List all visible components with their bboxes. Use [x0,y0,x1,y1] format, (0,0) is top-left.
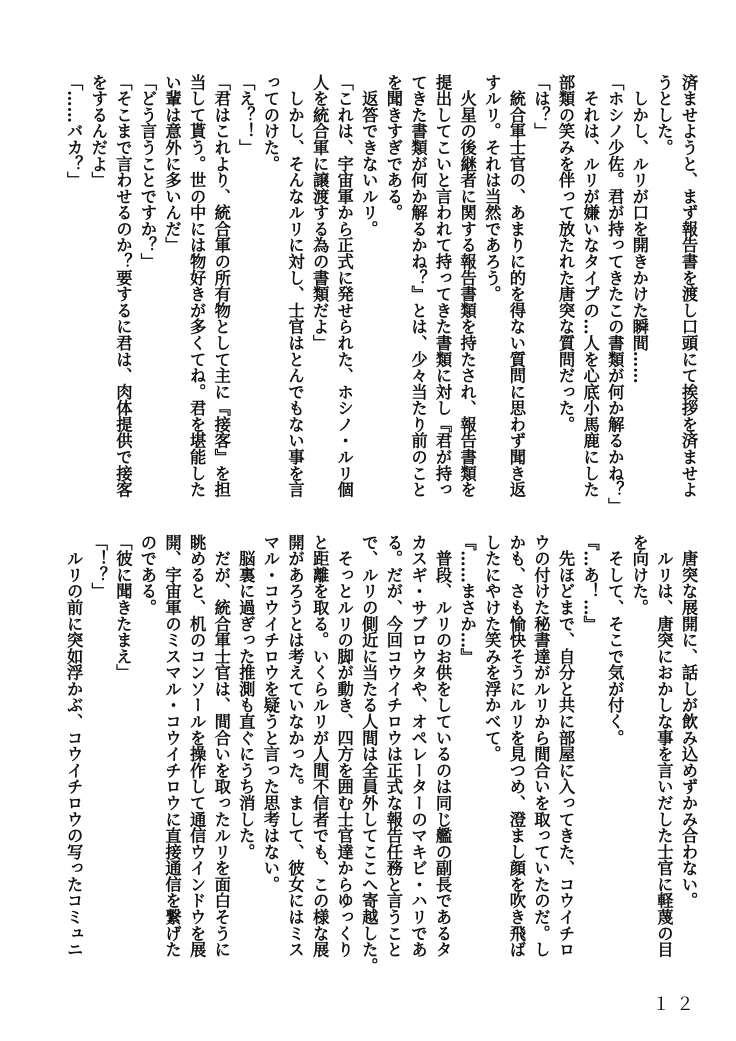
text-column: 返答できないルリ。 [359,74,379,237]
text-column: を聞きすぎである。 [383,74,403,221]
text-column: 当して貰う。世の中には物好きが多くてね。君を堪能した [187,74,207,498]
text-column: 部類の笑みを伴って放たれた唐突な質問だった。 [556,74,576,433]
text-column: 開があろうとは考えていなかった。まして、彼女にはミス [285,534,305,958]
text-column: 統合軍士官の、あまりに的を得ない質問に思わず聞き返 [506,74,526,498]
text-column: で、ルリの側近に当たる人間は全員外してここへ寄越した。 [359,534,379,974]
text-column: カスギ・サブロウタや、オペレーターのマキビ・ハリであ [408,534,428,958]
text-column: 「は？」 [531,74,551,140]
text-column: い輩は意外に多いんだ」 [162,74,182,254]
text-column: 「これは、宇宙軍から正式に発せられた、ホシノ・ルリ個 [334,74,354,498]
page-number: １２ [652,994,700,1015]
text-column: ルリの前に突如浮かぶ、コウイチロウの写ったコミュニ [64,534,84,958]
text-column: 『…あ！…』 [580,534,600,632]
text-column: 『……まさか…』 [457,534,477,665]
text-column: そっとルリの脚が動き、四方を囲む士官達からゆっくり [334,534,354,958]
text-column: したにやけた笑みを浮かべて。 [482,534,502,763]
text-column: 済ませようと、まず報告書を渡し口頭にて挨拶を済ませよ [679,74,698,498]
text-column: ウの付けた秘書達がルリから間合いを取っていたのだ。し [531,534,551,958]
text-column: を向けた。 [629,534,649,616]
text-column: 脳裏に過ぎった推測も直ぐにうち消した。 [236,534,256,860]
text-column: すルリ。それは当然であろう。 [482,74,502,303]
text-column: 「彼に聞きたまえ」 [113,534,133,681]
text-column: 「……バカ？」 [64,74,84,189]
bottom-text-block [60,534,700,974]
text-column: だが、統合軍士官は、間合いを取ったルリを面白そうに [211,534,231,958]
text-column: 普段、ルリのお供をしているのは同じ艦の副長であるタ [433,534,453,958]
text-column: しかし、ルリが口を開きかけた瞬間…… [629,74,649,384]
text-column: 「どう言うことですか？」 [137,74,157,270]
text-column: 火星の後継者に関する報告書類を持たされ、報告書類を [457,74,477,498]
text-column: 先ほどまで、自分と共に部屋に入ってきた、コウイチロ [556,534,576,958]
text-column: 「君はこれより、統合軍の所有物として主に『接客』を担 [211,74,231,498]
text-column: うとした。 [654,74,674,156]
text-column: かも、さも愉快そうにルリを見つめ、澄まし顔を吹き飛ば [506,534,526,958]
text-column: 開、宇宙軍のミスマル・コウイチロウに直接通信を繋げた [162,534,182,958]
text-column: 眺めると、机のコンソールを操作して通信ウインドウを展 [187,534,207,958]
text-column: ってのけた。 [260,74,280,172]
text-column: ルリは、唐突におかしな事を言いだした士官に軽蔑の目 [654,534,674,958]
text-column: それは、ルリが嫌いなタイプの…人を心底小馬鹿にした [580,74,600,498]
text-column: 提出してこいと言われて持ってきた書類に対し『君が持っ [433,74,453,498]
text-column: しかし、そんなルリに対し、士官はとんでもない事を言 [285,74,305,498]
top-text-block [60,74,700,514]
text-column: る。だが、今回コウイチロウは正式な報告任務と言うこと [383,534,403,958]
text-column: てきた書類が何か解るかね？』とは、少々当たり前のこと [408,74,428,498]
text-column: マル・コウイチロウを疑うと言った思考はない。 [260,534,280,893]
text-column: 「ホシノ少佐。君が持ってきたこの書類が何か解るかね？」 [605,74,625,514]
text-column: 「！？」 [88,534,108,600]
text-column: をするんだよ」 [88,74,108,189]
text-column: 唐突な展開に、話しが飲み込めずかみ合わない。 [679,534,698,909]
text-column: 人を統合軍に譲渡する為の書類だよ」 [310,74,330,351]
text-column: 「そこまで言わせるのか？要するに君は、肉体提供で接客 [113,74,133,498]
text-column: そして、そこで気が付く。 [605,534,625,746]
text-column: のである。 [137,534,157,616]
text-column: 「え？！」 [236,74,256,156]
text-column: と距離を取る。いくらルリが人間不信者でも、この様な展 [310,534,330,958]
